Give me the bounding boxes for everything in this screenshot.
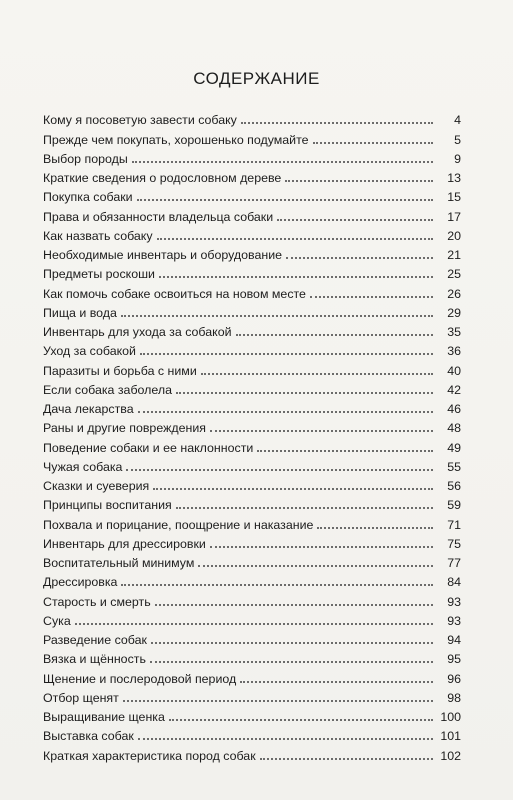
toc-entry-page-number: 25 bbox=[447, 267, 461, 282]
toc-entry-title: Чужая собака bbox=[43, 459, 123, 474]
toc-entry bbox=[43, 687, 461, 706]
toc-entry-page-number: 13 bbox=[447, 171, 461, 185]
toc-dot-leader bbox=[285, 169, 433, 182]
toc-entry-page-number: 75 bbox=[447, 536, 461, 551]
toc-entry-title: Дрессировка bbox=[43, 575, 118, 590]
toc-dot-leader bbox=[317, 516, 433, 529]
toc-entry-title: Поведение собаки и ее наклонности bbox=[43, 440, 254, 455]
toc-entry bbox=[43, 610, 461, 629]
toc-entry bbox=[43, 321, 461, 340]
toc-entry bbox=[43, 128, 461, 147]
toc-dot-leader bbox=[121, 304, 433, 317]
toc-entry-page-number: 94 bbox=[447, 633, 461, 647]
toc-entry bbox=[43, 533, 461, 552]
toc-dot-leader bbox=[75, 612, 433, 625]
toc-entry bbox=[43, 263, 461, 282]
toc-entry-page-number: 93 bbox=[447, 594, 461, 609]
toc-entry-page-number: 21 bbox=[447, 248, 461, 262]
toc-entry bbox=[43, 109, 461, 128]
toc-entry-page-number: 56 bbox=[447, 479, 461, 493]
toc-entry-title: Если собака заболела bbox=[43, 382, 172, 397]
toc-entry-page-number: 93 bbox=[447, 613, 461, 628]
toc-entry-page-number: 35 bbox=[447, 325, 461, 339]
toc-dot-leader bbox=[132, 150, 433, 163]
toc-entry-title: Раны и другие повреждения bbox=[43, 421, 206, 436]
toc-entry-page-number: 71 bbox=[447, 517, 461, 532]
toc-dot-leader bbox=[201, 362, 433, 375]
toc-entry-title: Уход за собакой bbox=[43, 344, 136, 359]
toc-dot-leader bbox=[150, 650, 433, 663]
toc-dot-leader bbox=[159, 265, 433, 278]
toc-dot-leader bbox=[236, 323, 433, 336]
toc-entry-page-number: 9 bbox=[454, 151, 461, 166]
toc-entry bbox=[43, 148, 461, 167]
toc-dot-leader bbox=[176, 496, 433, 509]
toc-dot-leader bbox=[123, 689, 433, 702]
toc-entry-title: Как помочь собаке освоиться на новом месте bbox=[43, 286, 306, 301]
toc-entry bbox=[43, 417, 461, 436]
toc-dot-leader bbox=[260, 747, 433, 760]
toc-entry-page-number: 15 bbox=[447, 190, 461, 205]
toc-entry bbox=[43, 590, 461, 609]
toc-entry bbox=[43, 648, 461, 667]
toc-dot-leader bbox=[151, 631, 433, 644]
toc-entry-title: Воспитательный минимум bbox=[43, 556, 195, 570]
toc-dot-leader bbox=[138, 400, 433, 413]
table-of-contents bbox=[43, 109, 461, 764]
toc-entry-title: Щенение и послеродовой период bbox=[43, 671, 237, 686]
toc-entry-title: Сука bbox=[43, 613, 71, 628]
toc-dot-leader bbox=[169, 708, 433, 721]
toc-dot-leader bbox=[313, 131, 433, 144]
toc-entry-page-number: 4 bbox=[454, 113, 461, 128]
toc-entry bbox=[43, 225, 461, 244]
toc-dot-leader bbox=[210, 419, 433, 432]
toc-entry-page-number: 17 bbox=[447, 209, 461, 224]
toc-entry bbox=[43, 340, 461, 359]
toc-entry-title: Принципы воспитания bbox=[43, 498, 172, 513]
toc-entry-title: Дача лекарства bbox=[43, 402, 134, 416]
toc-entry-title: Выбор породы bbox=[43, 151, 128, 166]
toc-entry-title: Старость и смерть bbox=[43, 594, 151, 609]
toc-entry-title: Похвала и порицание, поощрение и наказание bbox=[43, 517, 314, 532]
toc-entry-title: Вязка и щённость bbox=[43, 652, 146, 667]
toc-entry-title: Сказки и суеверия bbox=[43, 479, 150, 493]
toc-entry bbox=[43, 706, 461, 725]
toc-entry bbox=[43, 552, 461, 571]
toc-entry bbox=[43, 359, 461, 378]
toc-entry-page-number: 77 bbox=[447, 556, 461, 570]
toc-dot-leader bbox=[153, 477, 433, 490]
toc-entry bbox=[43, 205, 461, 224]
toc-entry-page-number: 26 bbox=[447, 286, 461, 301]
toc-entry-title: Пища и вода bbox=[43, 305, 117, 320]
toc-entry bbox=[43, 456, 461, 475]
toc-entry-title: Инвентарь для ухода за собакой bbox=[43, 325, 232, 339]
toc-entry-page-number: 40 bbox=[447, 363, 461, 378]
toc-entry-title: Выставка собак bbox=[43, 729, 134, 744]
toc-dot-leader bbox=[155, 593, 433, 606]
toc-entry bbox=[43, 379, 461, 398]
toc-entry-page-number: 55 bbox=[447, 459, 461, 474]
toc-dot-leader bbox=[157, 227, 433, 240]
toc-dot-leader bbox=[121, 573, 433, 586]
toc-entry-title: Кому я посоветую завести собаку bbox=[43, 113, 237, 128]
toc-entry bbox=[43, 282, 461, 301]
toc-dot-leader bbox=[240, 670, 433, 683]
toc-entry bbox=[43, 494, 461, 513]
toc-entry-title: Выращивание щенка bbox=[43, 710, 165, 724]
toc-entry bbox=[43, 513, 461, 532]
toc-entry-title: Права и обязанности владельца собаки bbox=[43, 209, 274, 224]
toc-dot-leader bbox=[138, 727, 433, 740]
toc-entry bbox=[43, 398, 461, 417]
toc-entry-page-number: 96 bbox=[447, 671, 461, 686]
toc-dot-leader bbox=[257, 439, 433, 452]
toc-entry bbox=[43, 667, 461, 686]
toc-entry-title: Покупка собаки bbox=[43, 190, 133, 205]
toc-entry-title: Необходимые инвентарь и оборудование bbox=[43, 248, 283, 262]
toc-dot-leader bbox=[140, 342, 433, 355]
toc-dot-leader bbox=[286, 246, 433, 259]
page-title: СОДЕРЖАНИЕ bbox=[193, 69, 320, 88]
toc-entry bbox=[43, 244, 461, 263]
toc-entry bbox=[43, 571, 461, 590]
toc-dot-leader bbox=[277, 208, 433, 221]
toc-entry-title: Предметы роскоши bbox=[43, 267, 155, 282]
toc-entry-page-number: 98 bbox=[447, 690, 461, 705]
toc-dot-leader bbox=[176, 381, 433, 394]
toc-entry-page-number: 42 bbox=[447, 382, 461, 397]
toc-entry-page-number: 100 bbox=[440, 710, 461, 724]
toc-entry-title: Разведение собак bbox=[43, 633, 147, 647]
toc-entry bbox=[43, 302, 461, 321]
toc-dot-leader bbox=[310, 285, 433, 298]
toc-entry bbox=[43, 725, 461, 744]
toc-entry-title: Прежде чем покупать, хорошенько подумайте bbox=[43, 132, 309, 147]
toc-entry bbox=[43, 475, 461, 494]
toc-dot-leader bbox=[198, 554, 433, 567]
toc-entry-page-number: 59 bbox=[447, 498, 461, 513]
toc-entry-page-number: 29 bbox=[447, 305, 461, 320]
toc-entry-page-number: 5 bbox=[454, 132, 461, 147]
toc-entry-title: Краткие сведения о родословном дереве bbox=[43, 171, 282, 185]
toc-entry-page-number: 101 bbox=[440, 729, 461, 744]
toc-entry bbox=[43, 167, 461, 186]
toc-entry-page-number: 84 bbox=[447, 575, 461, 590]
toc-entry-page-number: 48 bbox=[447, 421, 461, 436]
toc-entry bbox=[43, 744, 461, 763]
toc-entry-title: Краткая характеристика пород собак bbox=[43, 748, 256, 763]
toc-entry-title: Отбор щенят bbox=[43, 690, 119, 705]
toc-dot-leader bbox=[241, 111, 433, 124]
toc-entry-title: Инвентарь для дрессировки bbox=[43, 536, 206, 551]
toc-entry bbox=[43, 186, 461, 205]
toc-entry bbox=[43, 436, 461, 455]
toc-dot-leader bbox=[210, 535, 433, 548]
toc-entry bbox=[43, 629, 461, 648]
toc-entry-page-number: 49 bbox=[447, 440, 461, 455]
toc-entry-page-number: 36 bbox=[447, 344, 461, 359]
toc-entry-page-number: 20 bbox=[447, 228, 461, 243]
toc-entry-page-number: 46 bbox=[447, 402, 461, 416]
toc-dot-leader bbox=[126, 458, 433, 471]
toc-entry-page-number: 102 bbox=[440, 748, 461, 763]
toc-entry-page-number: 95 bbox=[447, 652, 461, 667]
toc-dot-leader bbox=[137, 188, 433, 201]
toc-entry-title: Паразиты и борьба с ними bbox=[43, 363, 197, 378]
toc-entry-title: Как назвать собаку bbox=[43, 228, 153, 243]
